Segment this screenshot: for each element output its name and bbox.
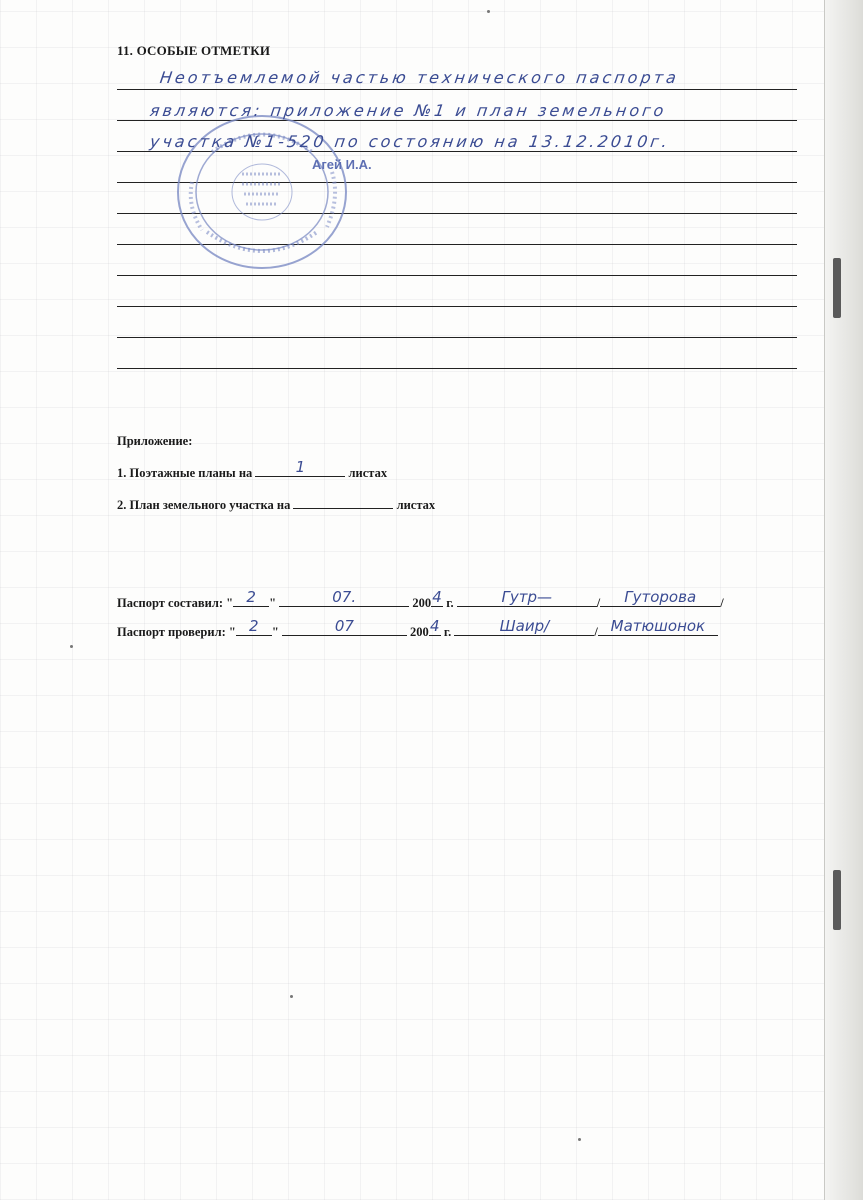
compiled-name-field (600, 588, 720, 607)
compiled-day-field (233, 588, 269, 607)
compiled-day: 2 (246, 588, 256, 606)
rule-line (117, 337, 797, 338)
checked-name-field (598, 617, 718, 636)
land-plan-suffix: листах (396, 498, 436, 512)
compiled-quote: " (269, 596, 277, 610)
land-plan-label: 2. План земельного участка на (117, 498, 291, 512)
binder-clip-bottom (833, 870, 841, 930)
compiled-year-suffix: г. (446, 596, 454, 610)
binder-clip-top (833, 258, 841, 318)
floor-plans-suffix: листах (348, 466, 388, 480)
checked-signature-field (454, 617, 594, 636)
handwritten-note-line-2: являются: приложение №1 и план земельного (148, 101, 668, 120)
appendix-land-plan-row (117, 496, 435, 513)
checked-year-digit: 4 (429, 617, 440, 635)
appendix-title: Приложение: (117, 434, 193, 448)
compiled-year-prefix: 200 (412, 596, 432, 610)
compiled-name: Гуторова (624, 588, 697, 606)
rule-line (117, 275, 797, 276)
checked-year-field (429, 617, 441, 636)
compiled-label: Паспорт составил: " (117, 596, 234, 610)
compiled-month-field (279, 588, 409, 607)
floor-plans-label: 1. Поэтажные планы на (117, 466, 253, 480)
checked-year-suffix: г. (443, 625, 452, 639)
passport-compiled-row: Паспорт составил: " 2 " 07. 200 4 г. Гутр— / Гуторова / (117, 588, 724, 610)
handwritten-note-line-3: участка №1-520 по состоянию на 13.12.2010г. (148, 132, 672, 151)
paper-speck (70, 645, 73, 648)
passport-checked-row: Паспорт проверил: " 2 " 07 200 4 г. Шаир/ / Матюшонок (117, 623, 718, 640)
paper-speck (290, 995, 293, 998)
rule-line (117, 89, 797, 90)
compiled-signature-field (457, 588, 597, 607)
checked-quote: " (271, 625, 279, 639)
appendix-floor-plans-row (117, 458, 388, 481)
compiled-year-digit: 4 (432, 588, 442, 606)
checked-day-field (236, 617, 272, 636)
checked-day: 2 (249, 617, 259, 635)
paper-speck (487, 10, 490, 13)
rule-line (117, 306, 797, 307)
checked-year-prefix: 200 (410, 625, 429, 639)
compiled-year-field (431, 588, 443, 607)
compiled-signature: Гутр— (501, 588, 552, 606)
handwritten-note-line-1: Неотъемлемой частью технического паспорта (158, 68, 681, 87)
checked-label: Паспорт проверил: " (117, 625, 236, 639)
checked-signature: Шаир/ (499, 617, 550, 635)
checked-name: Матюшонок (610, 617, 706, 635)
compiled-month: 07. (332, 588, 357, 606)
stamp-name: Агей И.А. (312, 157, 372, 172)
checked-month: 07 (334, 617, 354, 635)
checked-month-field (282, 617, 407, 636)
page-binding-edge (824, 0, 863, 1200)
section-title: 11. ОСОБЫЕ ОТМЕТКИ (117, 43, 271, 58)
paper-speck (578, 1138, 581, 1141)
land-plan-count-field (293, 496, 393, 509)
rule-line (117, 368, 797, 369)
floor-plans-count: 1 (295, 458, 306, 476)
floor-plans-count-field (255, 458, 345, 477)
